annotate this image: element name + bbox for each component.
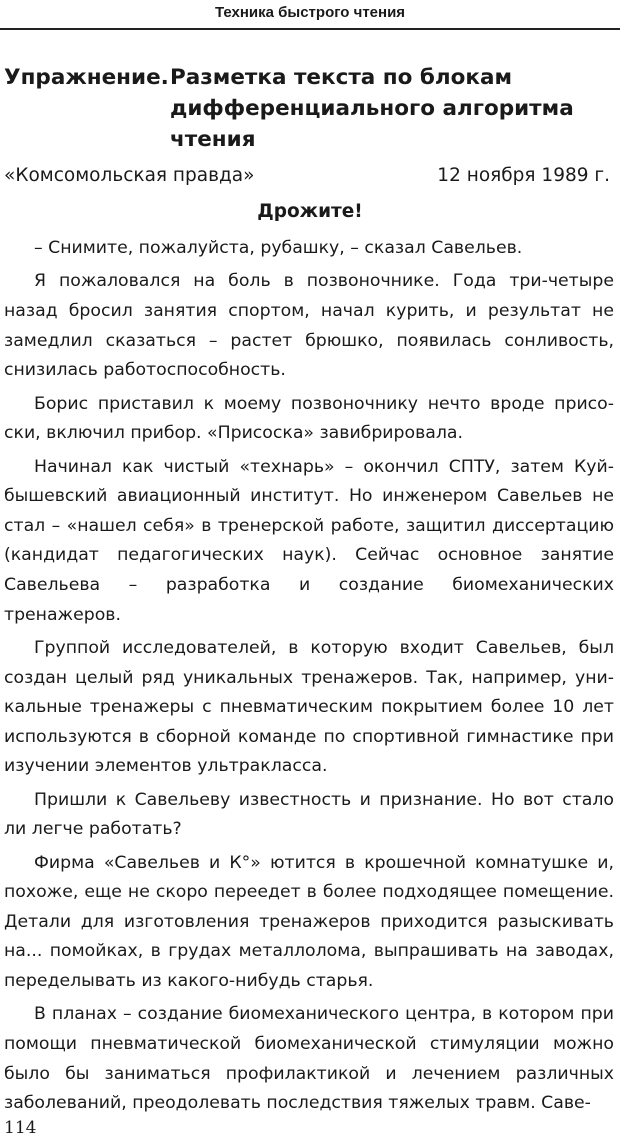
exercise-heading — [4, 62, 616, 155]
running-head: Техника быстрого чтения — [0, 0, 620, 30]
paragraph: Начинал как чистый «технарь» – окончил СПТУ, затем Куйбышевский авиационный институт. Но инженером Савельев не стал – «нашел себя» в тренерской работе, защитил диссертацию (кандидат педагогических наук). Сейчас основное занятие Савельева – разработка и создание биомеханических тренажеров. — [4, 456, 614, 625]
paragraph: Пришли к Савельеву известность и признание. Но вот стало ли легче работать? — [4, 789, 614, 840]
source-line — [4, 162, 610, 190]
paragraph: Фирма «Савельев и К°» ютится в крошечной комнатушке и, похоже, еще не скоро переедет в более подходящее помещение. Детали для изготовления тренажеров приходится разыскивать на... помойках, в грудах металлолома, выпрашивать на заводах, переделывать из какого-нибудь старья. — [4, 852, 614, 992]
article-title: Дрожите! — [257, 201, 363, 222]
paragraph: Борис приставил к моему позвоночнику нечто вроде присоски, включил прибор. «Присоска» завибрировала. — [4, 393, 614, 444]
paragraph: – Снимите, пожалуйста, рубашку, – сказал Савельев. — [34, 238, 523, 258]
source-date: 12 ноября 1989 г. — [437, 165, 610, 186]
paragraph: Группой исследователей, в которую входит Савельев, был создан целый ряд уникальных тренажеров. Так, например, уникальные тренажеры с пневматическим покрытием более 10 лет используются в сборной команде по спортивной гимнастике при изучении элементов ультракласса. — [4, 637, 614, 777]
article-body — [4, 234, 614, 1123]
source-publication: «Комсомольская правда» — [4, 165, 255, 186]
exercise-label: Упражнение. — [4, 65, 169, 90]
page-number: 114 — [4, 1118, 37, 1138]
exercise-title: Разметка текста по блокам дифференциального алгоритма чтения — [170, 65, 574, 152]
paragraph: Я пожаловался на боль в позвоночнике. Года три-четыре назад бросил занятия спортом, начал курить, и результат не замедлил сказаться – растет брюшко, появилась сонливость, снизилась работоспособность. — [4, 271, 614, 381]
paragraph: В планах – создание биомеханического центра, в котором при помощи пневматической биомеханической стимуляции можно было бы заниматься профилактикой и лечением различных заболеваний, преодолевать последствия тяжелых травм. Саве- — [4, 1004, 614, 1114]
